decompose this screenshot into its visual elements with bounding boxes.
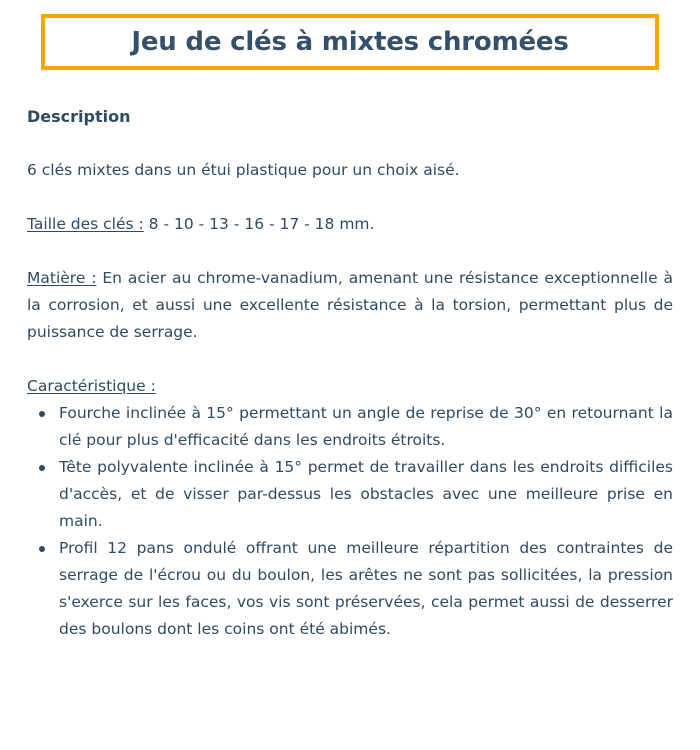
material-label: Matière : (27, 269, 97, 287)
list-item (59, 535, 673, 643)
key-sizes-label: Taille des clés : (27, 215, 144, 233)
material (27, 265, 673, 346)
list-item (59, 400, 673, 454)
spacer (27, 238, 673, 265)
title-box (41, 14, 659, 70)
list-item (59, 454, 673, 535)
description-heading: Description (27, 107, 131, 126)
page-title: Jeu de clés à mixtes chromées (131, 27, 569, 57)
features-label: Caractéristique : (27, 377, 156, 395)
key-sizes (27, 211, 673, 238)
bullet-icon (39, 411, 45, 417)
bullet-icon (39, 465, 45, 471)
bullet-icon (39, 546, 45, 552)
key-sizes-value: 8 - 10 - 13 - 16 - 17 - 18 mm. (143, 215, 375, 233)
spacer (27, 130, 673, 157)
intro-text: 6 clés mixtes dans un étui plastique pour un choix aisé. (27, 161, 460, 179)
feature-text: Tête polyvalente inclinée à 15° permet de travailler dans les endroits difficiles d'accès, et de visser par-dessus les obstacles avec une meilleure prise en main. (59, 458, 673, 530)
product-description (27, 103, 673, 643)
spacer (27, 184, 673, 211)
feature-text: Profil 12 pans ondulé offrant une meilleure répartition des contraintes de serrage de l'écrou ou du boulon, les arêtes ne sont pas sollicitées, la pression s'exerce sur les faces, vos vis sont préservées, cela permet aussi de desserrer des boulons dont les coins ont été abimés. (59, 539, 673, 638)
features-list (27, 400, 673, 643)
feature-text: Fourche inclinée à 15° permettant un angle de reprise de 30° en retournant la clé pour plus d'efficacité dans les endroits étroits. (59, 404, 673, 449)
features-heading (27, 373, 673, 400)
material-value: En acier au chrome-vanadium, amenant une résistance exceptionnelle à la corrosion, et aussi une excellente résistance à la torsion, permettant plus de puissance de serrage. (27, 269, 673, 341)
spacer (27, 346, 673, 373)
